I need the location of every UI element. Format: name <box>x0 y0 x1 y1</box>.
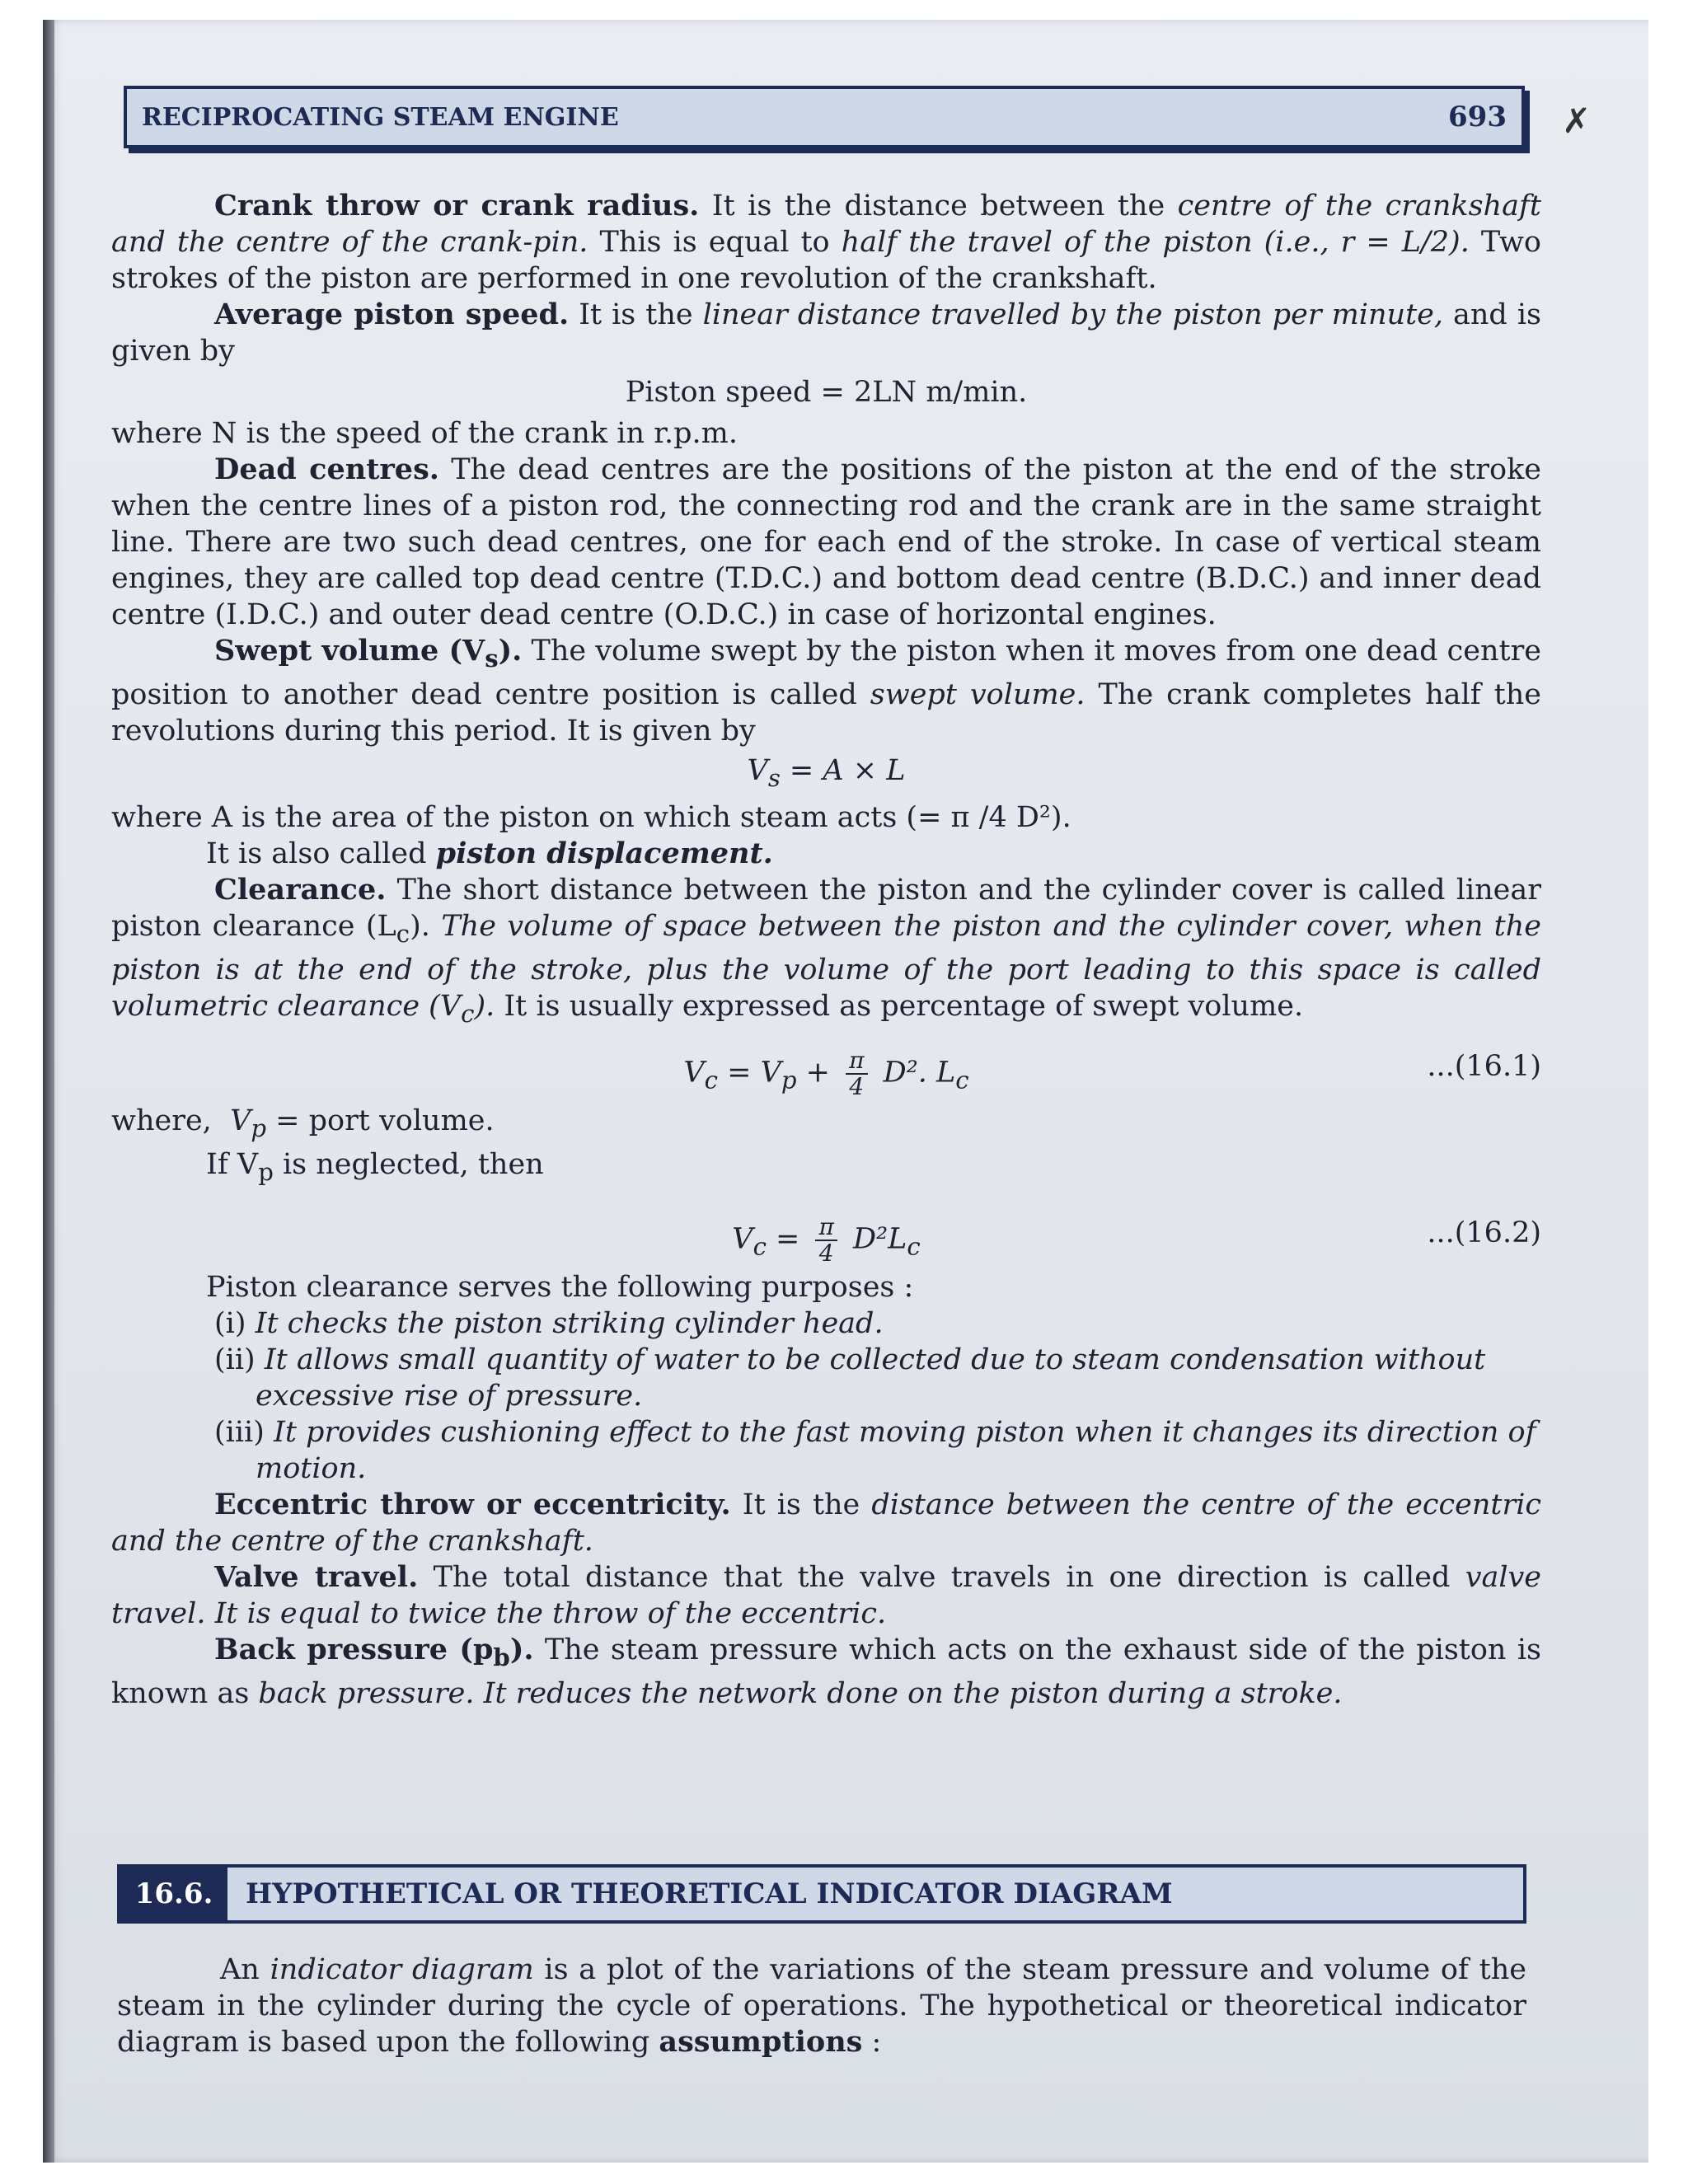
clearance-paragraph: Clearance. The short distance between the piston and the cylinder cover is called linear piston clearance $(L_c)$. The volume of space between the piston and the cylinder cover, when the piston is at the end of the stroke, plus the volume of the port leading to this space is called volumetric clearance $(V_c)$. It is usually expressed as percentage of swept volume. <box>111 873 1542 1028</box>
term-clearance: Clearance. <box>214 873 387 907</box>
equation-16-1-body: $V_c = V_p$ + $\frac{\pi}{4}$ D². $L_c$ <box>683 1047 969 1100</box>
purposes-intro: Piston clearance serves the following purposes : <box>206 1271 914 1304</box>
piston-speed-formula: Piston speed = 2LN m/min. <box>625 376 1028 409</box>
term-eccentric-throw: Eccentric throw or eccentricity. <box>214 1488 731 1521</box>
pi-over-four-fraction-2: $\frac{\pi}{4}$ <box>815 1215 837 1266</box>
equation-16-1-label: ...(16.1) <box>1427 1050 1541 1083</box>
page-body <box>111 188 1541 1712</box>
eccentric-throw-paragraph: Eccentric throw or eccentricity. It is the distance between the centre of the eccentric and the centre of the crankshaft. <box>111 1488 1541 1558</box>
piston-displacement-note: It is also called piston displacement. <box>206 837 773 870</box>
piston-speed-where: where N is the speed of the crank in r.p.m. <box>111 417 738 450</box>
purpose-item-2: (ii) It allows small quantity of water to be collected due to steam condensation without excessive rise of pressure. <box>214 1343 1486 1413</box>
term-back-pressure: Back pressure $(p_b)$. <box>214 1633 534 1671</box>
running-header <box>124 86 1525 148</box>
handwritten-mark: ✗ <box>1562 101 1592 141</box>
port-volume-neglected: If $V_p$ is neglected, then <box>206 1148 544 1186</box>
equation-16-2-label: ...(16.2) <box>1427 1216 1541 1249</box>
swept-volume-where: where A is the area of the piston on which steam acts (= π /4 D²). <box>111 801 1071 834</box>
section-number: 16.6. <box>120 1868 227 1920</box>
swept-volume-paragraph: Swept volume $(V_s)$. The volume swept by the piston when it moves from one dead centre position to another dead centre position is called swept volume. The crank completes half the revolutions during this period. It is given by <box>111 634 1542 748</box>
dead-centres-paragraph: Dead centres. The dead centres are the positions of the piston at the end of the stroke when the centre lines of a piston rod, the connecting rod and the crank are in the same straight line. There are two such dead centres, one for each end of the stroke. In case of vertical steam engines, they are called top dead centre (T.D.C.) and bottom dead centre (B.D.C.) and inner dead centre (I.D.C.) and outer dead centre (O.D.C.) in case of horizontal engines. <box>111 452 1541 631</box>
average-piston-speed-paragraph: Average piston speed. It is the linear distance travelled by the piston per minute, and is given by <box>111 298 1541 368</box>
crank-throw-paragraph: Crank throw or crank radius. It is the distance between the centre of the crankshaft and the centre of the crank-pin. This is equal to half the travel of the piston (i.e., r = L/2). Two strokes of the piston are performed in one revolution of the crankshaft. <box>111 189 1541 295</box>
term-crank-throw: Crank throw or crank radius. <box>214 189 700 223</box>
valve-travel-paragraph: Valve travel. The total distance that the valve travels in one direction is called valve travel. It is equal to twice the throw of the eccentric. <box>111 1560 1542 1630</box>
section-heading <box>117 1864 1526 1924</box>
page-number: 693 <box>1448 101 1507 134</box>
section-title: HYPOTHETICAL OR THEORETICAL INDICATOR DIAGRAM <box>227 1868 1523 1920</box>
equation-16-2 <box>111 1215 1541 1269</box>
purpose-item-3: (iii) It provides cushioning effect to the fast moving piston when it changes its direction of motion. <box>214 1416 1536 1485</box>
chapter-title: RECIPROCATING STEAM ENGINE <box>142 102 619 132</box>
back-pressure-paragraph: Back pressure $(p_b)$. The steam pressure which acts on the exhaust side of the piston is known as back pressure. It reduces the network done on the piston during a stroke. <box>111 1633 1541 1710</box>
equation-16-2-body: $V_c$ = $\frac{\pi}{4}$ $D^2L_c$ <box>732 1213 921 1267</box>
port-volume-where: where, $V_p$ = port volume. <box>111 1104 495 1142</box>
term-dead-centres: Dead centres. <box>214 452 439 486</box>
term-valve-travel: Valve travel. <box>214 1560 419 1594</box>
term-swept-volume: Swept volume $(V_s)$. <box>214 634 523 673</box>
indicator-diagram-paragraph: An indicator diagram is a plot of the variations of the steam pressure and volume of the steam in the cylinder during the cycle of operations. The hypothetical or theoretical indicator diagram is based upon the following assumptions : <box>117 1953 1526 2059</box>
pi-over-four-fraction: $\frac{\pi}{4}$ <box>846 1048 867 1099</box>
purpose-item-1: (i) It checks the piston striking cylinder head. <box>214 1307 884 1340</box>
equation-16-1 <box>111 1048 1541 1103</box>
term-average-piston-speed: Average piston speed. <box>214 298 570 331</box>
swept-volume-formula: $V_s = A \times L$ <box>747 754 906 792</box>
book-spine-shadow <box>43 20 54 2163</box>
